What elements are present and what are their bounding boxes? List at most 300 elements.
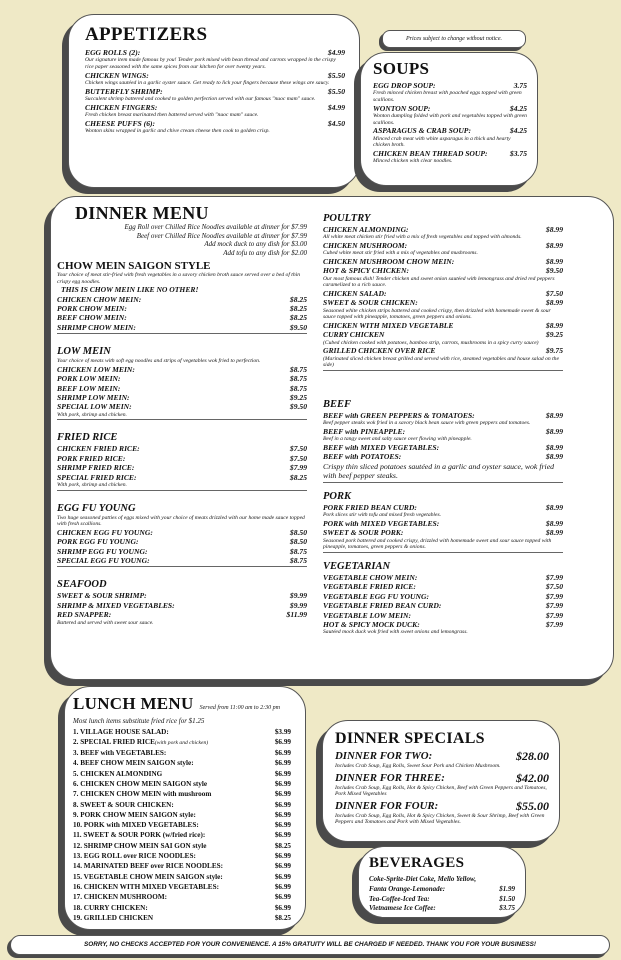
menu-item-row <box>73 800 291 810</box>
menu-item-price: $9.25 <box>289 393 307 403</box>
menu-item-name-wrap <box>323 452 401 461</box>
pork-list <box>323 503 563 553</box>
menu-item-row <box>85 87 345 96</box>
menu-item-row <box>73 727 291 737</box>
menu-item-row <box>57 384 307 393</box>
menu-item-desc: Chicken wings sautéed in a garlic oyster sauce. Get ready to lick your fingers because these wings are saucy. <box>85 80 330 86</box>
menu-item <box>73 892 291 902</box>
menu-item-row <box>73 737 291 748</box>
menu-item-name: CHEESE PUFFS (6): <box>85 118 156 128</box>
menu-item <box>73 903 291 913</box>
menu-item-name: 13. EGG ROLL over RICE NOODLES: <box>73 852 196 861</box>
specials-list <box>335 750 549 826</box>
price-notice-text: Prices subject to change without notice. <box>406 36 502 42</box>
menu-item-name-wrap <box>57 365 135 374</box>
menu-item-name-wrap <box>323 582 416 591</box>
menu-item-row <box>323 443 563 452</box>
menu-item-desc: (Cubed chicken cooked with potatoes, bamboo strip, carrots, mushrooms in a spicy curry sauce) <box>323 339 539 346</box>
vegetarian-title: VEGETARIAN <box>323 561 391 572</box>
menu-item-desc: Our signature item made famous by you! Tender pork mixed with bean thread and carrots wrapped in the crispy rice paper seasoned with the same spices from our kitchen for over twenty years. <box>85 57 336 70</box>
egg-fu-young-list <box>57 528 307 568</box>
menu-item-price: $6.99 <box>274 852 291 861</box>
menu-item-name: BEEF with POTATOES: <box>323 452 402 462</box>
menu-item-row <box>57 304 307 313</box>
menu-item-price: $6.99 <box>274 749 291 758</box>
menu-item <box>369 895 515 905</box>
menu-item-price: $11.99 <box>286 610 307 620</box>
menu-item-name: DINNER FOR TWO: <box>335 750 433 762</box>
menu-item-price: $8.99 <box>545 427 563 436</box>
menu-item-price: $8.50 <box>289 527 307 537</box>
menu-item <box>57 610 307 619</box>
menu-item-row <box>57 463 307 472</box>
menu-item-desc: Our most famous dish! Tender chicken and sweet onion sautéed with lemongrass and dried red peppers caramelized to a rich sauce. <box>323 275 555 289</box>
menu-item-name-wrap <box>323 411 475 420</box>
menu-item-name: VEGETABLE FRIED BEAN CURD: <box>323 601 442 611</box>
menu-item <box>373 149 527 165</box>
menu-item-name: ASPARAGUS & CRAB SOUP: <box>373 126 471 136</box>
menu-item-price: $4.25 <box>509 126 527 136</box>
menu-item-row <box>323 266 563 275</box>
menu-item-name: VEGETABLE FRIED RICE: <box>323 582 416 592</box>
menu-item-name-wrap <box>57 393 130 402</box>
menu-item-price: $6.99 <box>274 882 291 891</box>
menu-item-name-wrap <box>73 737 208 748</box>
menu-item-name-wrap <box>57 304 127 313</box>
menu-item-row <box>323 241 563 250</box>
menu-item-row <box>57 537 307 546</box>
menu-item <box>73 841 291 851</box>
menu-item-name-wrap <box>85 103 157 112</box>
menu-item-name: EGG DROP SOUP: <box>373 81 436 90</box>
menu-item-price: $6.99 <box>274 831 291 840</box>
menu-item-name-wrap <box>57 374 121 383</box>
menu-item-name: GRILLED CHICKEN OVER RICE <box>323 346 436 356</box>
menu-item-name: 2. SPECIAL FRIED RICE <box>73 737 155 746</box>
menu-item <box>57 601 307 610</box>
menu-item-name-wrap <box>323 321 453 330</box>
menu-item-name: CHICKEN EGG FU YOUNG: <box>57 527 153 537</box>
dinner-note: Add mock duck to any dish for $3.00 <box>204 240 307 248</box>
menu-item-name-wrap <box>369 895 430 905</box>
menu-item-name: CHICKEN CHOW MEIN: <box>57 294 142 304</box>
menu-item-row <box>57 393 307 402</box>
menu-item <box>73 800 291 810</box>
menu-item-row <box>57 295 307 304</box>
menu-item-name-wrap <box>73 800 174 810</box>
menu-item-row <box>323 582 563 591</box>
menu-item-name: RED SNAPPER: <box>57 610 112 620</box>
menu-item-row <box>323 427 563 436</box>
menu-item-price: $9.50 <box>289 402 307 412</box>
menu-item <box>73 872 291 882</box>
menu-item <box>323 573 563 582</box>
menu-item-name: BEEF LOW MEIN: <box>57 383 121 393</box>
menu-item-price: $8.99 <box>545 225 563 234</box>
menu-item-name: CHICKEN WITH MIXED VEGETABLE <box>323 321 454 330</box>
menu-item-name-wrap <box>57 556 150 565</box>
menu-item-row <box>73 748 291 758</box>
lunch-served: Served from 11:00 am to 2:30 pm <box>199 705 280 711</box>
menu-item-row <box>85 71 345 80</box>
beverages-list <box>369 875 515 914</box>
menu-item-price: $8.99 <box>545 411 563 420</box>
menu-item-price: $8.75 <box>289 546 307 556</box>
menu-item-name: CHICKEN FRIED RICE: <box>57 444 140 454</box>
menu-item-name: 1. VILLAGE HOUSE SALAD: <box>73 727 169 736</box>
specials-panel <box>322 720 560 842</box>
menu-item-row <box>323 321 563 330</box>
menu-item-row <box>57 556 307 565</box>
menu-item-name-wrap <box>323 241 407 250</box>
specials-title: DINNER SPECIALS <box>335 730 485 747</box>
menu-item-name-wrap <box>57 295 141 304</box>
menu-item-name: 5. CHICKEN ALMONDING <box>73 769 163 778</box>
menu-item-name-wrap <box>85 71 149 80</box>
menu-item-row <box>323 601 563 610</box>
fried-rice-list <box>57 444 307 482</box>
menu-item-name-wrap <box>73 913 153 923</box>
menu-item-row <box>373 149 527 158</box>
menu-item-row <box>373 104 527 113</box>
menu-item-name-wrap <box>369 875 476 885</box>
menu-item-price: $6.99 <box>274 769 291 778</box>
poultry-list <box>323 225 563 371</box>
fried-rice-footer: With pork, shrimp and chicken. <box>57 482 307 491</box>
menu-item <box>323 443 563 452</box>
menu-item-price: $8.99 <box>545 443 563 452</box>
menu-item-row <box>369 875 515 885</box>
menu-item <box>57 323 307 332</box>
menu-item-desc: Fresh chicken breast marinated then battered served with "nuoc mam" sauce. <box>85 112 259 118</box>
menu-item-price: $8.75 <box>289 364 307 374</box>
menu-item-price: $9.75 <box>545 346 563 356</box>
menu-item-price: $4.99 <box>327 102 345 112</box>
menu-item-price: $6.99 <box>274 810 291 819</box>
menu-item-price: $8.25 <box>274 841 291 850</box>
menu-item-price: $8.25 <box>274 913 291 922</box>
menu-item-row <box>57 374 307 383</box>
menu-item-row <box>323 330 563 339</box>
menu-item-price: $8.50 <box>289 537 307 547</box>
menu-item-name-wrap <box>335 772 445 785</box>
menu-item-name-wrap <box>73 851 196 861</box>
menu-item-name: PORK FRIED RICE: <box>57 453 126 463</box>
menu-item-name: SWEET & SOUR SHRIMP: <box>57 591 147 601</box>
menu-item-name: 12. SHRIMP CHOW MEIN SAI GON style <box>73 841 207 850</box>
menu-item-price: $8.99 <box>545 298 563 308</box>
menu-item-name-wrap <box>335 750 432 763</box>
menu-item-price: $6.99 <box>274 737 291 746</box>
menu-item-row <box>323 346 563 355</box>
menu-item <box>85 48 345 71</box>
menu-item-name-wrap <box>323 443 439 452</box>
menu-item-row <box>57 444 307 453</box>
menu-item-desc: Beef in a tangy sweet and salty sauce over flowing with pineapple. <box>323 436 472 443</box>
menu-item-name-wrap <box>85 48 140 57</box>
menu-item <box>85 119 345 135</box>
menu-item-name: SHRIMP LOW MEIN: <box>57 393 130 403</box>
menu-item-name: 8. SWEET & SOUR CHICKEN: <box>73 800 174 809</box>
menu-item-name-wrap <box>57 463 134 472</box>
menu-item-name-wrap <box>57 591 147 600</box>
menu-item-row <box>323 289 563 298</box>
menu-item-desc: Wonton dumpling folded with pork and vegetables topped with green scallions. <box>373 113 527 126</box>
menu-item-row <box>369 885 515 895</box>
menu-item-price: $8.25 <box>289 313 307 323</box>
menu-item-desc: Succulent shrimp battered and cooked to golden perfection served with our famous "nuoc mam" sauce. <box>85 96 316 102</box>
menu-item <box>323 411 563 427</box>
menu-item-row <box>57 365 307 374</box>
menu-item-name: VEGETABLE EGG FU YOUNG: <box>323 591 429 601</box>
menu-item-row <box>323 411 563 420</box>
menu-item <box>323 519 563 528</box>
menu-item-row <box>73 810 291 820</box>
menu-item-row <box>323 592 563 601</box>
lunch-title: LUNCH MENU <box>73 694 194 713</box>
menu-item-price: $3.75 <box>499 904 515 913</box>
menu-item-name: WONTON SOUP: <box>373 103 431 113</box>
menu-item-name-wrap <box>73 830 205 840</box>
menu-item-name: CURRY CHICKEN <box>323 330 385 340</box>
menu-item-price: $8.99 <box>545 503 563 512</box>
menu-item-name-wrap <box>323 528 403 537</box>
menu-item <box>73 861 291 871</box>
menu-item-name: 6. CHICKEN CHOW MEIN SAIGON style <box>73 779 208 788</box>
menu-item-name: PORK CHOW MEIN: <box>57 304 127 313</box>
menu-item-row <box>73 882 291 892</box>
menu-item-row <box>73 841 291 851</box>
menu-item-name-wrap <box>73 779 207 789</box>
dinner-note: Egg Roll over Chilled Rice Noodles available at dinner for $7.99 <box>124 223 307 231</box>
menu-item-name-wrap <box>57 444 140 453</box>
menu-item-row <box>73 779 291 789</box>
dinner-left-column <box>57 203 307 626</box>
menu-item <box>73 727 291 737</box>
menu-item <box>57 295 307 304</box>
menu-item-name: PORK EGG FU YOUNG: <box>57 537 139 547</box>
seafood-list <box>57 591 307 619</box>
menu-item-price: $4.50 <box>327 118 345 128</box>
menu-item-price: $5.50 <box>327 70 345 80</box>
menu-item <box>373 104 527 127</box>
soups-list <box>373 81 527 165</box>
menu-item-row <box>57 313 307 322</box>
pork-title: PORK <box>323 491 352 502</box>
menu-item <box>323 528 563 551</box>
menu-item-row <box>335 800 549 813</box>
menu-item <box>323 257 563 266</box>
egg-fu-young-desc: Two huge seasoned patties of eggs mixed with your choice of meats drizzled with our home made sauce topped with fresh scallions. <box>57 514 305 528</box>
menu-item-name-wrap <box>323 519 439 528</box>
menu-item-row <box>73 892 291 902</box>
menu-item-row <box>57 591 307 600</box>
menu-item-row <box>73 789 291 799</box>
menu-item-price: $8.25 <box>289 294 307 304</box>
menu-item-price: $7.50 <box>289 444 307 454</box>
menu-item-price: $7.99 <box>289 463 307 473</box>
menu-item-name: SHRIMP FRIED RICE: <box>57 463 135 473</box>
menu-item <box>373 126 527 149</box>
menu-item <box>323 503 563 519</box>
chow-mein-title: CHOW MEIN SAIGON STYLE <box>57 260 211 272</box>
menu-item-name: CHICKEN MUSHROOM: <box>323 241 408 250</box>
menu-item-price: $7.99 <box>545 591 563 601</box>
menu-item-price: $5.50 <box>327 86 345 96</box>
chow-mein-list <box>57 295 307 335</box>
menu-item-price: 3.75 <box>513 81 527 90</box>
menu-item <box>323 241 563 257</box>
menu-item-name: 18. CURRY CHICKEN: <box>73 903 148 912</box>
menu-item-row <box>323 225 563 234</box>
menu-item-price: $8.99 <box>545 241 563 250</box>
menu-item-name-wrap <box>85 119 155 128</box>
menu-item-name: EGG ROLLS (2): <box>85 48 141 57</box>
menu-item-row <box>369 895 515 905</box>
menu-item-name-wrap <box>73 892 167 902</box>
menu-item-row <box>85 119 345 128</box>
menu-item-name-wrap <box>57 402 132 411</box>
menu-item <box>73 758 291 768</box>
menu-item-row <box>57 323 307 332</box>
menu-item-name: VEGETABLE CHOW MEIN: <box>323 573 418 582</box>
low-mein-title: LOW MEIN <box>57 346 111 358</box>
menu-item <box>85 103 345 119</box>
menu-item-name-wrap <box>73 727 169 737</box>
menu-item-name: PORK LOW MEIN: <box>57 374 121 384</box>
menu-item-name-wrap <box>323 298 418 307</box>
menu-item-name-wrap <box>73 882 219 892</box>
menu-item <box>57 365 307 374</box>
menu-item-name: 14. MARINATED BEEF over RICE NOODLES: <box>73 862 224 871</box>
menu-item-price: $9.50 <box>289 322 307 332</box>
soups-title: SOUPS <box>373 59 430 78</box>
menu-item-name: 17. CHICKEN MUSHROOM: <box>73 893 168 902</box>
menu-item-name-wrap <box>369 885 445 895</box>
menu-item-name-wrap <box>57 610 111 619</box>
menu-item-desc: Seasoned white chicken strips battered and cooked crispy, then drizzled with homemade sweet & sour sauce topped with pineapple, tomatoes, green peppers and onions. <box>323 307 551 321</box>
menu-item-price: $4.99 <box>327 48 345 57</box>
menu-item <box>57 528 307 537</box>
menu-item-name: BEEF with MIXED VEGETABLES: <box>323 443 440 452</box>
menu-item <box>57 384 307 393</box>
menu-item-name-wrap <box>57 537 139 546</box>
menu-item <box>57 556 307 565</box>
egg-fu-young-title: EGG FU YOUNG <box>57 502 136 514</box>
chow-mein-tagline: THIS IS CHOW MEIN LIKE NO OTHER! <box>61 285 199 295</box>
menu-item-name-wrap <box>323 257 454 266</box>
chow-mein-desc: Your choice of meat stir-fried with fresh vegetables in a savory chicken broth sauce served over a bed of thin crispy egg noodles. <box>57 272 301 285</box>
menu-item-name-wrap <box>57 384 120 393</box>
menu-item-price: $9.99 <box>289 600 307 610</box>
menu-item <box>85 71 345 87</box>
menu-item-price: $6.99 <box>274 872 291 881</box>
menu-item-name-wrap <box>73 861 223 871</box>
menu-item-row <box>323 528 563 537</box>
vegetarian-list <box>323 573 563 629</box>
menu-item-name-wrap <box>323 611 411 620</box>
menu-item-name: SHRIMP CHOW MEIN: <box>57 322 136 332</box>
menu-item-price: $8.25 <box>289 304 307 313</box>
menu-item <box>73 851 291 861</box>
menu-item <box>57 402 307 411</box>
menu-item-name-wrap <box>57 313 127 322</box>
menu-item <box>73 737 291 748</box>
menu-item-name: HOT & SPICY MOCK DUCK: <box>323 620 420 630</box>
menu-item <box>57 591 307 600</box>
menu-item-name: 4. BEEF CHOW MEIN SAIGON style: <box>73 759 194 768</box>
menu-item-desc: (Marinated sliced chicken breast grilled and served with rice, steamed vegetables and house salad on the side) <box>323 355 559 369</box>
menu-item-price: $7.99 <box>545 573 563 582</box>
menu-item-price: $7.50 <box>545 289 563 298</box>
menu-item-name-wrap <box>369 904 436 914</box>
menu-item <box>369 885 515 895</box>
menu-item-name-wrap <box>57 601 175 610</box>
beverages-panel <box>358 846 526 918</box>
menu-item-desc: Seasoned pork battered and cooked crispy, drizzled with homemade sweet and sour sauce topped with pineapple, tomatoes, green peppers & onions. <box>323 537 552 551</box>
menu-item-row <box>73 903 291 913</box>
menu-item-row <box>85 103 345 112</box>
menu-item-row <box>73 758 291 768</box>
menu-item-name: Coke-Sprite-Diet Coke, Mello Yellow, <box>369 875 477 883</box>
menu-item-name: DINNER FOR THREE: <box>335 771 445 784</box>
menu-item-name: 10. PORK with MIXED VEGETABLES: <box>73 821 199 830</box>
menu-item-price: $8.75 <box>289 383 307 393</box>
fried-rice-title: FRIED RICE <box>57 432 118 444</box>
menu-item-name: SHRIMP EGG FU YOUNG: <box>57 546 148 556</box>
beef-list <box>323 411 563 462</box>
menu-item-price: $9.99 <box>289 591 307 601</box>
menu-item-note: (with pork and chicken) <box>154 739 209 746</box>
lunch-note: Most lunch items substitute fried rice for $1.25 <box>73 717 205 725</box>
menu-item-name-wrap <box>85 87 163 96</box>
menu-item-price: $3.75 <box>509 148 527 158</box>
menu-item-name: HOT & SPICY CHICKEN: <box>323 266 410 276</box>
menu-item-price: $1.50 <box>499 894 515 903</box>
soups-panel <box>360 52 538 186</box>
menu-item-name-wrap <box>323 592 429 601</box>
menu-item <box>57 444 307 453</box>
menu-item-name-wrap <box>73 789 211 799</box>
menu-item <box>373 81 527 104</box>
menu-item-name: VEGETABLE LOW MEIN: <box>323 610 412 620</box>
menu-item-desc: All white meat chicken stir fried with a mix of fresh vegetables and topped with almonds. <box>323 234 522 241</box>
menu-item-price: $6.99 <box>274 759 291 768</box>
menu-item-name-wrap <box>323 330 384 339</box>
menu-item-row <box>323 611 563 620</box>
menu-item <box>57 537 307 546</box>
menu-item-name-wrap <box>57 323 136 332</box>
low-mein-desc: Your choice of meats with soft egg noodles and strips of vegetables wok fried to perfection. <box>57 358 261 365</box>
menu-item-price: $3.99 <box>274 727 291 736</box>
menu-item-row <box>323 452 563 461</box>
menu-item <box>323 346 563 369</box>
menu-item-name-wrap <box>323 346 435 355</box>
menu-item-desc: Minced chicken with clear noodles. <box>373 158 453 165</box>
menu-item <box>57 374 307 383</box>
menu-item <box>73 830 291 840</box>
menu-item <box>73 882 291 892</box>
menu-item-row <box>73 851 291 861</box>
menu-item <box>57 393 307 402</box>
menu-item-name-wrap <box>323 601 441 610</box>
menu-item-price: $8.75 <box>289 374 307 384</box>
menu-item-price: $8.99 <box>545 519 563 528</box>
dinner-panel <box>50 196 614 680</box>
vegetarian-footer: Sautéed mock duck wok fried with sweet onions and lemongrass. <box>323 629 468 636</box>
menu-item-desc: Includes Crab Soup, Egg Rolls, Sweet Sour Pork and Chicken Mushroom. <box>335 763 501 769</box>
menu-item-price: $7.99 <box>545 601 563 611</box>
